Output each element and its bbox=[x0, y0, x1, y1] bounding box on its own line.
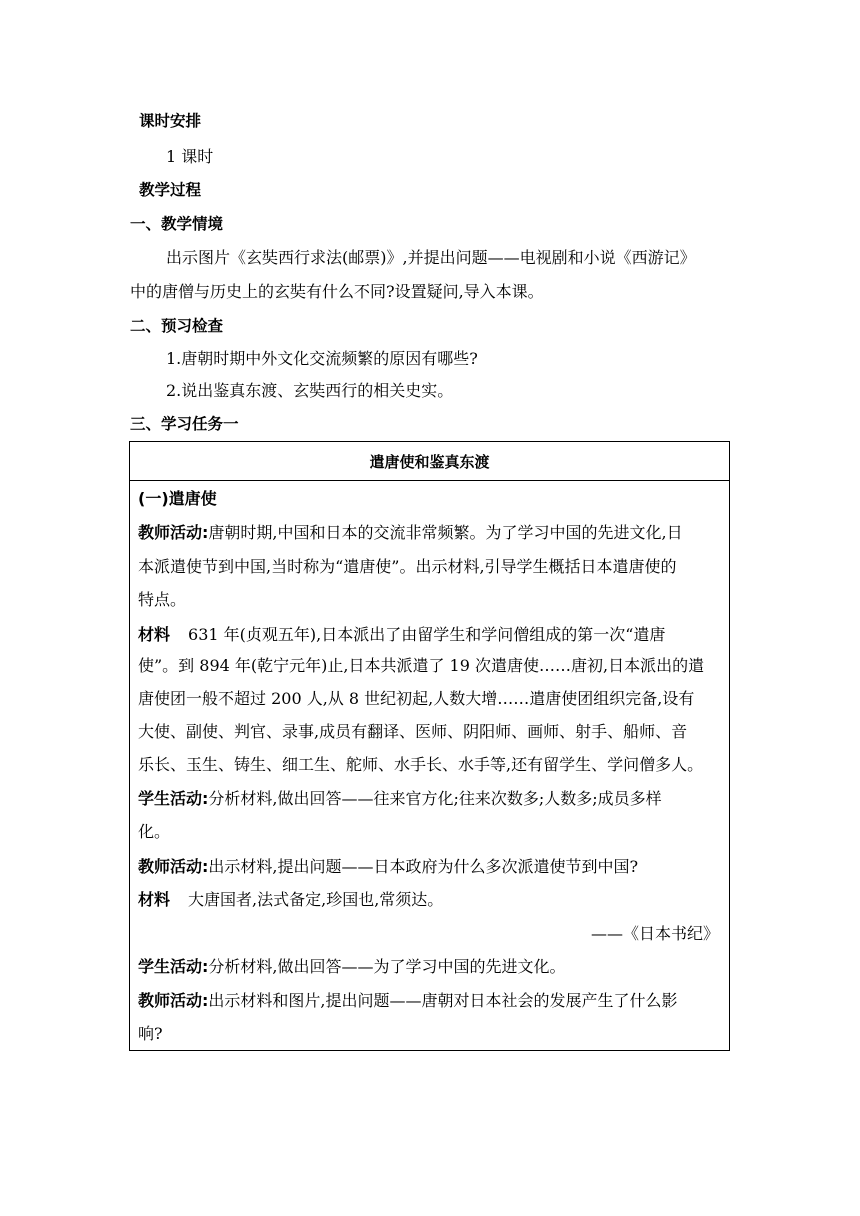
teacher-activity-2: 教师活动:出示材料,提出问题——日本政府为什么多次派遣使节到中国? bbox=[138, 857, 639, 876]
teacher-activity-3-line-2: 响? bbox=[138, 1024, 163, 1043]
material-label: 材料 bbox=[138, 625, 171, 644]
teacher-activity-3-line-1: 教师活动:出示材料和图片,提出问题——唐朝对日本社会的发展产生了什么影 bbox=[138, 991, 678, 1010]
sub-heading: (一)遣唐使 bbox=[138, 489, 217, 508]
material-2: 材料 大唐国者,法式备定,珍国也,常须达。 bbox=[138, 890, 444, 909]
material-1-line-3: 唐使团一般不超过 200 人,从 8 世纪初起,人数大增……遣唐使团组织完备,设有 bbox=[138, 689, 695, 708]
process-heading: 教学过程 bbox=[139, 181, 202, 199]
section-1-heading: 一、教学情境 bbox=[130, 215, 224, 233]
task-table bbox=[129, 441, 730, 1051]
student-activity-label: 学生活动: bbox=[138, 789, 209, 808]
material-1-line-5: 乐长、玉生、铸生、细工生、舵师、水手长、水手等,还有留学生、学问僧多人。 bbox=[138, 755, 704, 774]
teacher-activity-1-line-3: 特点。 bbox=[138, 590, 187, 609]
student-activity-2: 学生活动:分析材料,做出回答——为了学习中国的先进文化。 bbox=[138, 957, 566, 976]
teacher-activity-1-line-2: 本派遣使节到中国,当时称为“遣唐使”。出示材料,引导学生概括日本遣唐使的 bbox=[138, 557, 677, 576]
teacher-activity-1-line-1: 教师活动:唐朝时期,中国和日本的交流非常频繁。为了学习中国的先进文化,日 bbox=[138, 523, 683, 542]
student-activity-1-line-1: 学生活动:分析材料,做出回答——往来官方化;往来次数多;人数多;成员多样 bbox=[138, 789, 662, 808]
teacher-activity-label: 教师活动: bbox=[138, 523, 209, 542]
schedule-value: 1 课时 bbox=[166, 147, 214, 166]
material-1-line-2: 使”。到 894 年(乾宁元年)止,日本共派遣了 19 次遣唐使……唐初,日本派出的遣 bbox=[138, 656, 705, 675]
material-1-line-1: 材料 631 年(贞观五年),日本派出了由留学生和学问僧组成的第一次“遣唐 bbox=[138, 625, 666, 644]
task-table-header: 遣唐使和鉴真东渡 bbox=[130, 442, 729, 481]
question-2: 2.说出鉴真东渡、玄奘西行的相关史实。 bbox=[166, 381, 454, 400]
section-2-heading: 二、预习检查 bbox=[130, 317, 224, 335]
question-1: 1.唐朝时期中外文化交流频繁的原因有哪些? bbox=[166, 349, 478, 368]
section-1-paragraph-line-2: 中的唐僧与历史上的玄奘有什么不同?设置疑问,导入本课。 bbox=[130, 282, 544, 301]
section-1-paragraph-line-1: 出示图片《玄奘西行求法(邮票)》,并提出问题——电视剧和小说《西游记》 bbox=[166, 248, 696, 267]
schedule-heading: 课时安排 bbox=[139, 112, 202, 130]
material-1-line-4: 大使、副使、判官、录事,成员有翻译、医师、阴阳师、画师、射手、船师、音 bbox=[138, 722, 688, 741]
student-activity-1-line-2: 化。 bbox=[138, 822, 171, 841]
section-3-heading: 三、学习任务一 bbox=[130, 415, 239, 433]
material-2-source: ——《日本书纪》 bbox=[590, 924, 719, 943]
